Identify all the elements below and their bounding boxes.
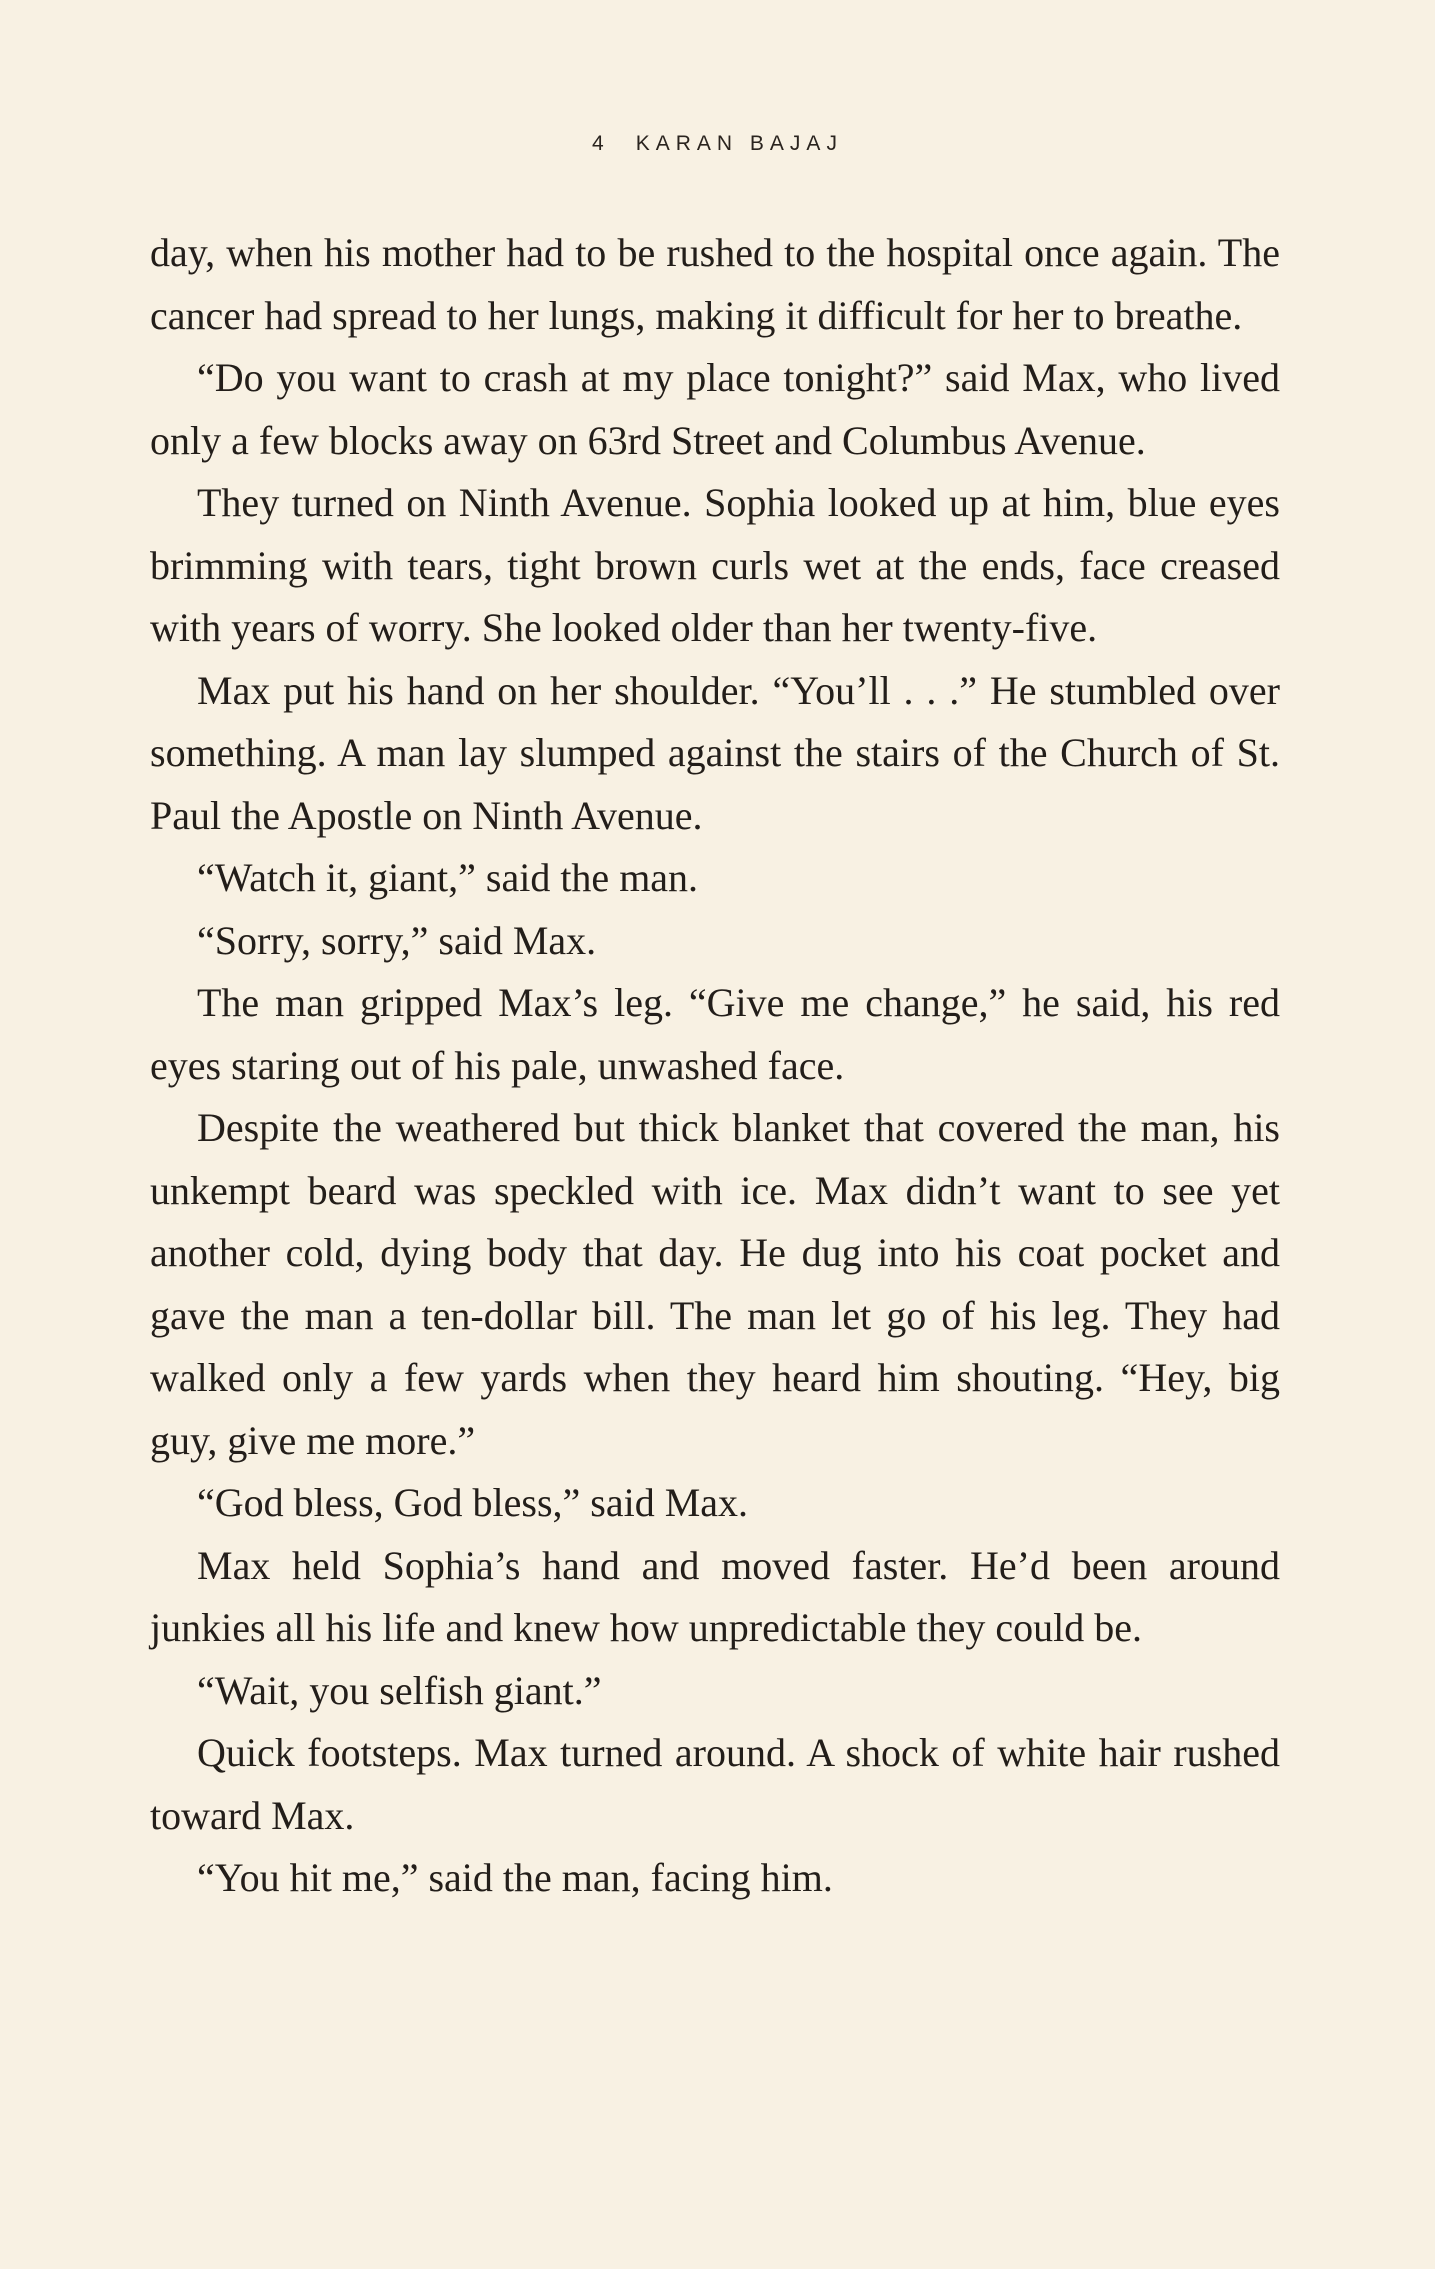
paragraph: Despite the weathered but thick blanket that covered the man, his unkempt beard was speckled with ice. Max didn’t want to see yet another cold, dying body that day. He dug into his coat pocket and gave the man a ten-dollar bill. The man let go of his leg. They had walked only a few yards when they heard him shouting. “Hey, big guy, give me more.” bbox=[150, 1105, 1280, 1463]
paragraph: They turned on Ninth Avenue. Sophia looked up at him, blue eyes brimming with tears, tight brown curls wet at the ends, face creased with years of worry. She looked older than her twenty-five. bbox=[150, 480, 1280, 650]
paragraph: “Sorry, sorry,” said Max. bbox=[197, 917, 597, 963]
running-head bbox=[0, 132, 1435, 156]
body-text bbox=[150, 222, 1280, 1910]
paragraph: “Wait, you selfish giant.” bbox=[197, 1667, 602, 1713]
paragraph: “Watch it, giant,” said the man. bbox=[197, 855, 699, 900]
paragraph: “You hit me,” said the man, facing him. bbox=[197, 1855, 833, 1900]
paragraph: day, when his mother had to be rushed to the hospital once again. The cancer had spread to her lungs, making it difficult for her to breathe. bbox=[150, 230, 1280, 338]
page-number: 4 bbox=[592, 132, 610, 155]
paragraph: Max put his hand on her shoulder. “You’ll . . .” He stumbled over something. A man lay slumped against the stairs of the Church of St. Paul the Apostle on Ninth Avenue. bbox=[150, 667, 1280, 838]
paragraph: Max held Sophia’s hand and moved faster. He’d been around junkies all his life and knew how unpredictable they could be. bbox=[150, 1542, 1280, 1650]
paragraph: “God bless, God bless,” said Max. bbox=[197, 1480, 749, 1525]
paragraph: The man gripped Max’s leg. “Give me change,” he said, his red eyes staring out of his pale, unwashed face. bbox=[150, 980, 1280, 1088]
paragraph: “Do you want to crash at my place tonight?” said Max, who lived only a few blocks away on 63rd Street and Columbus Avenue. bbox=[150, 355, 1280, 463]
paragraph: Quick footsteps. Max turned around. A shock of white hair rushed toward Max. bbox=[150, 1730, 1280, 1838]
author-name: KARAN BAJAJ bbox=[635, 132, 843, 155]
